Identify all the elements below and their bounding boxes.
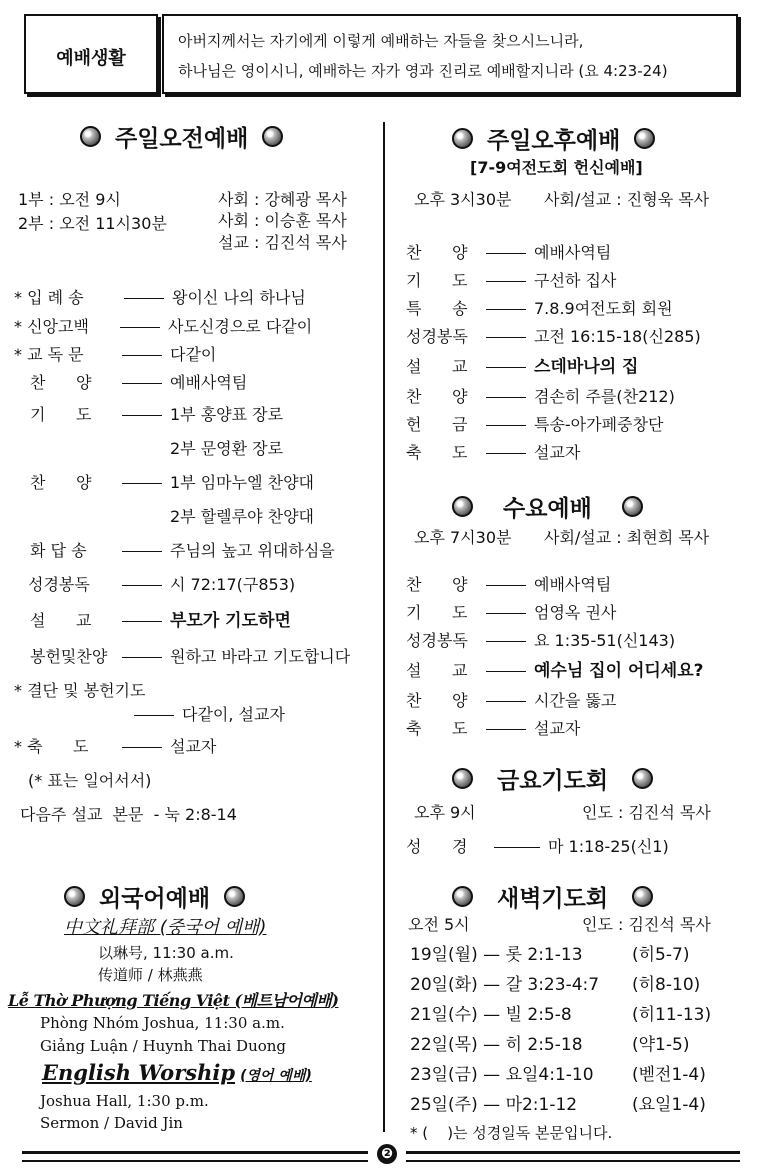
order-label: 찬 양 [406, 575, 468, 594]
foreign-title: 외국어예배 [99, 886, 211, 912]
dawn-time: 오전 5시 [408, 915, 470, 934]
english-title: English Worship [42, 1060, 236, 1085]
dawn-day: 19일(월) [410, 945, 478, 965]
order-row [116, 285, 306, 308]
dawn-ref: (히8-10) [632, 975, 701, 995]
order-row [126, 702, 285, 725]
order-label: 설 교 [30, 611, 92, 630]
morning-leader-2: 사회 : 이승훈 목사 [218, 211, 347, 230]
afternoon-subtitle: [7-9여전도회 헌신예배] [470, 158, 643, 177]
order-label: 성경봉독 [28, 575, 90, 594]
order-value: 고전 16:15-18(신285) [534, 327, 701, 346]
chinese-title: 中文礼拜部 (중국어 예배) [64, 917, 267, 938]
wednesday-heading [452, 490, 643, 523]
dash [122, 355, 162, 356]
dash [486, 585, 526, 586]
order-value: 예배사역팀 [534, 243, 612, 262]
morning-title: 주일오전예배 [115, 126, 249, 152]
benediction-value: 설교자 [170, 737, 217, 756]
bullet-icon [634, 128, 655, 149]
order-row [478, 324, 701, 347]
bullet-icon [632, 886, 653, 907]
dash [486, 367, 526, 368]
order-row [478, 268, 616, 291]
order-label: 기 도 [30, 405, 92, 424]
morning-preacher: 설교 : 김진석 목사 [218, 233, 347, 252]
afternoon-time: 오후 3시30분 [414, 190, 512, 209]
friday-time: 오후 9시 [414, 803, 476, 822]
english-subtitle: (영어 예배) [240, 1068, 312, 1084]
afternoon-title: 주일오후예배 [487, 128, 621, 154]
dawn-ref: (요일1-4) [632, 1095, 706, 1115]
order-label: 기 도 [406, 271, 468, 290]
vietnamese-line-2: Giảng Luận / Huynh Thai Duong [40, 1037, 287, 1055]
scripture-label: 성 경 [406, 837, 468, 856]
dawn-day: 25일(주) [410, 1095, 478, 1115]
order-value: 요 1:35-51(신143) [534, 631, 676, 650]
order-label: 찬 양 [406, 691, 468, 710]
dawn-text: 히 2:5-18 [505, 1035, 583, 1055]
dash [486, 309, 526, 310]
morning-leader-1: 사회 : 강혜광 목사 [218, 190, 347, 209]
order-row [478, 440, 580, 463]
order-row [114, 734, 216, 757]
order-value: 예배사역팀 [170, 373, 248, 392]
bullet-icon [80, 126, 101, 147]
dawn-row: 25일(주) — 마2:1-12 [410, 1095, 578, 1115]
order-value: 구선하 집사 [534, 271, 617, 290]
dawn-text: 마2:1-12 [505, 1095, 578, 1115]
dawn-row: 21일(수) — 빌 2:5-8 [410, 1005, 572, 1025]
vietnamese-line-1: Phòng Nhóm Joshua, 11:30 a.m. [40, 1014, 285, 1032]
order-label: 봉헌및찬양 [30, 647, 108, 666]
order-value: 2부 문영환 장로 [170, 439, 284, 458]
order-value: 예배사역팀 [534, 575, 612, 594]
bullet-icon [622, 496, 643, 517]
chinese-line-2: 传道师 / 林燕燕 [98, 966, 203, 984]
dash [122, 621, 162, 622]
order-value: 원하고 바라고 기도합니다 [170, 647, 351, 666]
order-row [478, 412, 663, 435]
order-row [114, 342, 216, 365]
order-row [478, 628, 675, 651]
morning-heading [80, 120, 283, 153]
order-label: 축 도 [406, 719, 468, 738]
order-label: 헌 금 [406, 415, 468, 434]
order-row [478, 572, 611, 595]
order-row [478, 716, 580, 739]
scripture-row [486, 834, 669, 857]
dash [124, 298, 164, 299]
dawn-row: 23일(금) — 요일4:1-10 [410, 1065, 594, 1085]
order-label: 기 도 [406, 603, 468, 622]
bullet-icon [452, 128, 473, 149]
page-number: ❷ [377, 1144, 397, 1164]
order-label: * 신앙고백 [14, 317, 89, 336]
bullet-icon [632, 768, 653, 789]
foreign-heading [64, 880, 245, 913]
order-label: 축 도 [406, 443, 468, 462]
decision-value: 다같이, 설교자 [182, 705, 285, 724]
dash [486, 641, 526, 642]
order-label: 특 송 [406, 299, 468, 318]
order-value: 설교자 [534, 443, 581, 462]
dash [486, 729, 526, 730]
order-row [114, 538, 335, 561]
dawn-note: * ( )는 성경일독 본문입니다. [410, 1124, 613, 1142]
order-row [114, 402, 283, 425]
dawn-ref: (히11-13) [632, 1005, 712, 1025]
bullet-icon [262, 126, 283, 147]
dash [122, 415, 162, 416]
bullet-icon [64, 886, 85, 907]
order-row [478, 600, 616, 623]
order-row [478, 688, 616, 711]
dawn-day: 21일(수) [410, 1005, 478, 1025]
dawn-text: 빌 2:5-8 [505, 1005, 572, 1025]
order-row [114, 644, 350, 667]
wednesday-time: 오후 7시30분 [414, 528, 512, 547]
standing-note: (* 표는 일어서서) [28, 771, 152, 790]
order-label: 찬 양 [406, 387, 468, 406]
english-line-1: Joshua Hall, 1:30 p.m. [40, 1092, 209, 1110]
dash [122, 657, 162, 658]
order-row [114, 572, 295, 595]
scripture-value: 마 1:18-25(신1) [548, 837, 669, 856]
dash [122, 551, 162, 552]
dash [122, 585, 162, 586]
dash [486, 613, 526, 614]
dawn-row: 20일(화) — 갈 3:23-4:7 [410, 975, 600, 995]
dash [486, 253, 526, 254]
order-label: 화 답 송 [30, 541, 87, 560]
order-value: 특송-아가페중창단 [534, 415, 664, 434]
decision-label: * 결단 및 봉헌기도 [14, 681, 146, 700]
dash [486, 425, 526, 426]
order-label: 설 교 [406, 357, 468, 376]
chinese-line-1: 以琳号, 11:30 a.m. [98, 944, 234, 962]
order-value: 다같이 [170, 345, 217, 364]
order-value: 겸손히 주를(찬212) [534, 387, 675, 406]
friday-title: 금요기도회 [497, 768, 609, 794]
order-label: 설 교 [406, 661, 468, 680]
section-tag-box [24, 14, 158, 94]
dash [122, 383, 162, 384]
dawn-ref: (히5-7) [632, 945, 690, 965]
afternoon-leader: 사회/설교 : 진형욱 목사 [544, 190, 710, 209]
dawn-text: 갈 3:23-4:7 [505, 975, 600, 995]
order-row [478, 384, 675, 407]
dash [486, 397, 526, 398]
footer-rule-right [406, 1151, 740, 1162]
order-value: 1부 임마누엘 찬양대 [170, 473, 314, 492]
order-value: 왕이신 나의 하나님 [172, 288, 306, 307]
order-value: 2부 할렐루야 찬양대 [170, 507, 314, 526]
order-row [114, 606, 291, 631]
dawn-row: 19일(월) — 롯 2:1-13 [410, 945, 583, 965]
verse-line-2: 하나님은 영이시니, 예배하는 자가 영과 진리로 예배할지니라 (요 4:23-24) [178, 62, 668, 80]
dash [486, 337, 526, 338]
dash [122, 483, 162, 484]
column-divider [383, 122, 385, 1132]
morning-time-2: 2부 : 오전 11시30분 [18, 214, 167, 233]
dash [494, 847, 540, 848]
order-value: 엄영옥 권사 [534, 603, 617, 622]
order-value: 설교자 [534, 719, 581, 738]
dash [122, 747, 162, 748]
dawn-ref: (벧전1-4) [632, 1065, 706, 1085]
bullet-icon [452, 496, 473, 517]
order-row [478, 296, 673, 319]
afternoon-heading [452, 122, 655, 155]
order-label: 찬 양 [30, 473, 92, 492]
order-row [114, 370, 247, 393]
dash [486, 671, 526, 672]
order-label: 성경봉독 [406, 327, 468, 346]
dash [134, 715, 174, 716]
order-label: 찬 양 [406, 243, 468, 262]
order-value: 시간을 뚫고 [534, 691, 617, 710]
dash [120, 327, 160, 328]
order-row [478, 352, 638, 377]
order-value: 7.8.9여전도회 회원 [534, 299, 673, 318]
verse-line-1: 아버지께서는 자기에게 이렇게 예배하는 자들을 찾으시느니라, [178, 32, 584, 50]
benediction-label: * 축 도 [14, 737, 89, 756]
dawn-row: 22일(목) — 히 2:5-18 [410, 1035, 583, 1055]
friday-heading [452, 762, 653, 795]
order-value: 1부 홍양표 장로 [170, 405, 284, 424]
bullet-icon [452, 768, 473, 789]
order-value: 주님의 높고 위대하심을 [170, 541, 335, 560]
dawn-day: 20일(화) [410, 975, 478, 995]
dawn-day: 23일(금) [410, 1065, 478, 1085]
wednesday-leader: 사회/설교 : 최현희 목사 [544, 528, 710, 547]
order-row [478, 240, 611, 263]
order-row [478, 656, 704, 681]
morning-time-1: 1부 : 오전 9시 [18, 190, 121, 209]
vietnamese-title: Lễ Thờ Phượng Tiếng Việt (베트남어예배) [8, 991, 339, 1010]
dash [486, 281, 526, 282]
sermon-title: 스데바나의 집 [534, 357, 639, 377]
dawn-text: 요일4:1-10 [505, 1065, 594, 1085]
dawn-title: 새벽기도회 [497, 886, 609, 912]
order-label: 찬 양 [30, 373, 92, 392]
order-value: 사도신경으로 다같이 [168, 317, 313, 336]
bullet-icon [452, 886, 473, 907]
dash [486, 453, 526, 454]
order-label: * 교 독 문 [14, 345, 84, 364]
dash [486, 701, 526, 702]
verse-box [162, 14, 738, 94]
order-row [112, 314, 312, 337]
friday-leader: 인도 : 김진석 목사 [582, 803, 711, 822]
bullet-icon [224, 886, 245, 907]
dawn-text: 롯 2:1-13 [505, 945, 583, 965]
footer-rule-left [22, 1151, 368, 1162]
section-tag: 예배생활 [56, 48, 126, 69]
dawn-day: 22일(목) [410, 1035, 478, 1055]
sermon-title: 부모가 기도하면 [170, 611, 291, 631]
dawn-ref: (약1-5) [632, 1035, 690, 1055]
order-label: * 입 례 송 [14, 288, 84, 307]
dawn-leader: 인도 : 김진석 목사 [582, 915, 711, 934]
order-row [114, 470, 314, 493]
order-label: 성경봉독 [406, 631, 468, 650]
sermon-title: 예수님 집이 어디세요? [534, 661, 704, 681]
wednesday-title: 수요예배 [503, 496, 592, 522]
english-line-2: Sermon / David Jin [40, 1114, 183, 1132]
next-week-text: 다음주 설교 본문 - 눅 2:8-14 [20, 805, 237, 824]
order-value: 시 72:17(구853) [170, 575, 296, 594]
english-heading [42, 1060, 312, 1085]
dawn-heading [452, 880, 653, 913]
